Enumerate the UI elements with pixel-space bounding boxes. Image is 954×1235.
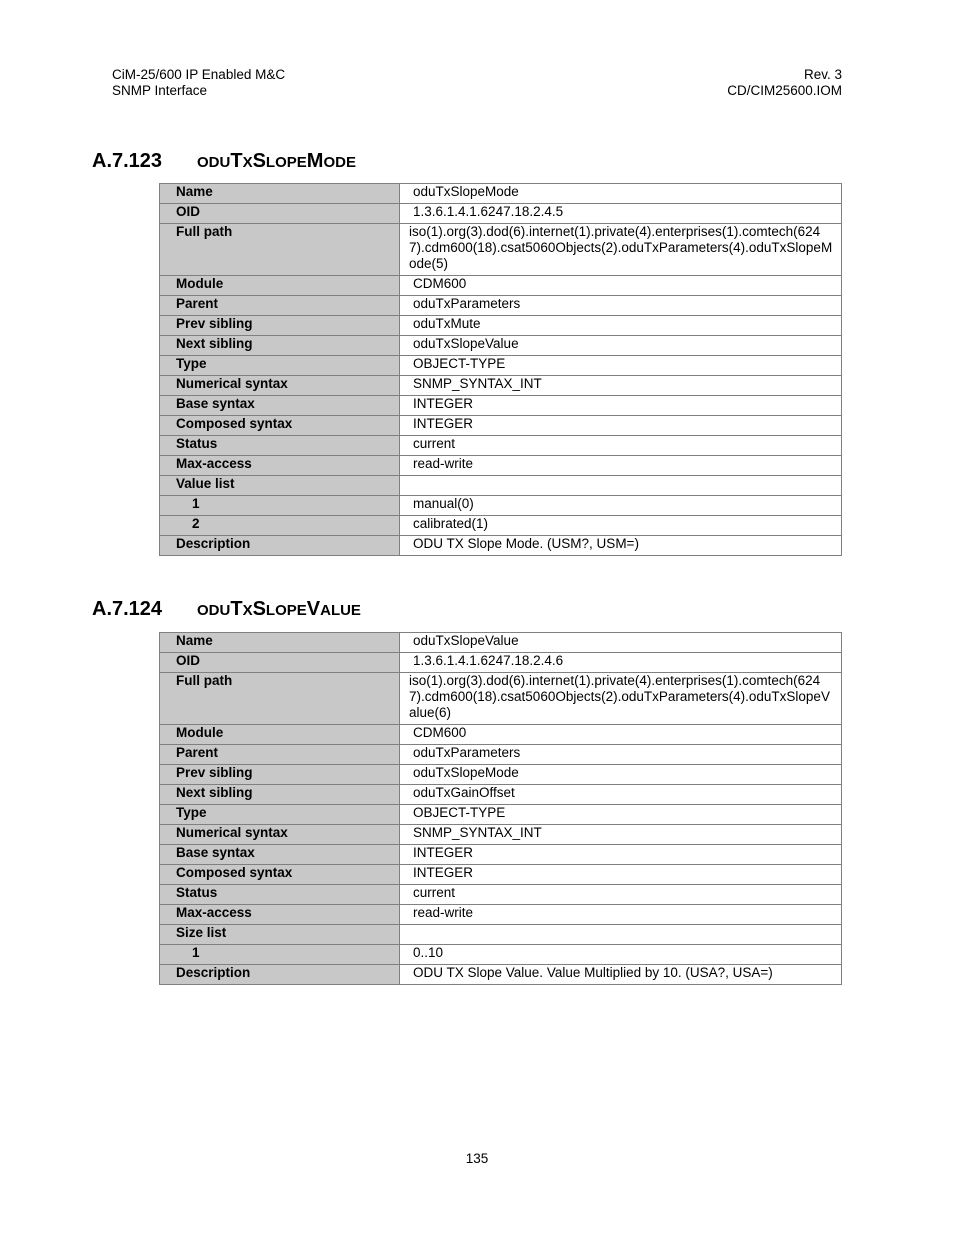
table-row — [160, 204, 842, 224]
row-key: Next sibling — [160, 785, 400, 805]
row-key: Full path — [160, 673, 400, 725]
row-key: Base syntax — [160, 396, 400, 416]
header-left — [112, 67, 285, 99]
row-value: CDM600 — [400, 276, 842, 296]
row-value: ODU TX Slope Value. Value Multiplied by 10. (USA?, USA=) — [400, 965, 842, 985]
table-row — [160, 184, 842, 204]
row-key: Numerical syntax — [160, 825, 400, 845]
table-row — [160, 945, 842, 965]
table-row — [160, 316, 842, 336]
doc-title: CiM-25/600 IP Enabled M&C — [112, 67, 286, 82]
doc-revision: Rev. 3 — [803, 67, 842, 82]
row-value: OBJECT-TYPE — [400, 356, 842, 376]
table-row — [160, 396, 842, 416]
row-key: Status — [160, 885, 400, 905]
row-key: Value list — [160, 476, 400, 496]
table-row — [160, 965, 842, 985]
table-row — [160, 725, 842, 745]
row-key: Parent — [160, 296, 400, 316]
table-row — [160, 745, 842, 765]
row-value: SNMP_SYNTAX_INT — [400, 376, 842, 396]
table-row — [160, 376, 842, 396]
row-value: current — [400, 885, 842, 905]
table-row — [160, 416, 842, 436]
row-key: Parent — [160, 745, 400, 765]
row-value: 1.3.6.1.4.1.6247.18.2.4.5 — [400, 204, 842, 224]
row-key: Type — [160, 805, 400, 825]
row-key: Type — [160, 356, 400, 376]
table-row — [160, 536, 842, 556]
table-row — [160, 845, 842, 865]
table-row — [160, 336, 842, 356]
table-row — [160, 865, 842, 885]
row-value: 0..10 — [400, 945, 842, 965]
row-key: 1 — [160, 945, 400, 965]
row-value: CDM600 — [400, 725, 842, 745]
table-row — [160, 476, 842, 496]
table-row — [160, 436, 842, 456]
section-number: A.7.123 — [92, 150, 163, 172]
row-value: oduTxSlopeMode — [400, 184, 842, 204]
doc-subtitle: SNMP Interface — [112, 83, 208, 98]
row-key: OID — [160, 653, 400, 673]
row-value: ODU TX Slope Mode. (USM?, USM=) — [400, 536, 842, 556]
table-row — [160, 905, 842, 925]
table-row — [160, 673, 842, 725]
row-value: SNMP_SYNTAX_INT — [400, 825, 842, 845]
table-row — [160, 356, 842, 376]
section-heading-odutxslopemode: A.7.123 ODUTXSLOPEMODE — [92, 150, 356, 172]
row-value: oduTxSlopeValue — [400, 336, 842, 356]
table-row — [160, 925, 842, 945]
table-row — [160, 653, 842, 673]
row-key: Name — [160, 184, 400, 204]
row-key: Max-access — [160, 456, 400, 476]
row-key: 2 — [160, 516, 400, 536]
row-value: read-write — [400, 905, 842, 925]
row-value: calibrated(1) — [400, 516, 842, 536]
row-value: INTEGER — [400, 845, 842, 865]
row-value: oduTxSlopeMode — [400, 765, 842, 785]
row-value: OBJECT-TYPE — [400, 805, 842, 825]
row-key: Base syntax — [160, 845, 400, 865]
row-key: Description — [160, 965, 400, 985]
table-row — [160, 885, 842, 905]
row-value: oduTxGainOffset — [400, 785, 842, 805]
table-row — [160, 496, 842, 516]
row-value: INTEGER — [400, 865, 842, 885]
row-key: OID — [160, 204, 400, 224]
table-row — [160, 805, 842, 825]
row-key: Status — [160, 436, 400, 456]
section-number: A.7.124 — [92, 598, 163, 620]
page-number: 135 — [465, 1151, 489, 1166]
table-row — [160, 296, 842, 316]
row-key: Full path — [160, 224, 400, 276]
table-row — [160, 224, 842, 276]
table-row — [160, 276, 842, 296]
table-row — [160, 785, 842, 805]
row-value: INTEGER — [400, 416, 842, 436]
row-value — [400, 925, 842, 945]
row-value: oduTxSlopeValue — [400, 633, 842, 653]
row-key: Size list — [160, 925, 400, 945]
row-value — [400, 476, 842, 496]
table-row — [160, 456, 842, 476]
doc-number: CD/CIM25600.IOM — [727, 83, 842, 98]
row-key: Prev sibling — [160, 765, 400, 785]
table-row — [160, 825, 842, 845]
row-value: manual(0) — [400, 496, 842, 516]
row-key: Numerical syntax — [160, 376, 400, 396]
row-key: Description — [160, 536, 400, 556]
row-key: Name — [160, 633, 400, 653]
row-value: iso(1).org(3).dod(6).internet(1).private(4).enterprises(1).comtech(6247).cdm600(18).csat5060Objects(2).oduTxParameters(4).oduTxSlopeMode(5) — [400, 224, 842, 276]
row-value: oduTxParameters — [400, 296, 842, 316]
row-value: oduTxMute — [400, 316, 842, 336]
header-right — [727, 67, 842, 99]
mib-table-odutxslopemode — [159, 183, 842, 556]
table-row — [160, 765, 842, 785]
table-row — [160, 516, 842, 536]
row-key: Module — [160, 276, 400, 296]
row-key: Composed syntax — [160, 865, 400, 885]
row-value: oduTxParameters — [400, 745, 842, 765]
row-value: INTEGER — [400, 396, 842, 416]
row-key: Max-access — [160, 905, 400, 925]
row-key: Composed syntax — [160, 416, 400, 436]
row-value: read-write — [400, 456, 842, 476]
row-key: Module — [160, 725, 400, 745]
row-value: current — [400, 436, 842, 456]
table-row — [160, 633, 842, 653]
section-heading-odutxslopevalue: A.7.124 ODUTXSLOPEVALUE — [92, 598, 361, 620]
row-key: 1 — [160, 496, 400, 516]
mib-table-odutxslopevalue — [159, 632, 842, 985]
row-key: Next sibling — [160, 336, 400, 356]
row-value: iso(1).org(3).dod(6).internet(1).private(4).enterprises(1).comtech(6247).cdm600(18).csat5060Objects(2).oduTxParameters(4).oduTxSlopeValue(6) — [400, 673, 842, 725]
row-value: 1.3.6.1.4.1.6247.18.2.4.6 — [400, 653, 842, 673]
row-key: Prev sibling — [160, 316, 400, 336]
